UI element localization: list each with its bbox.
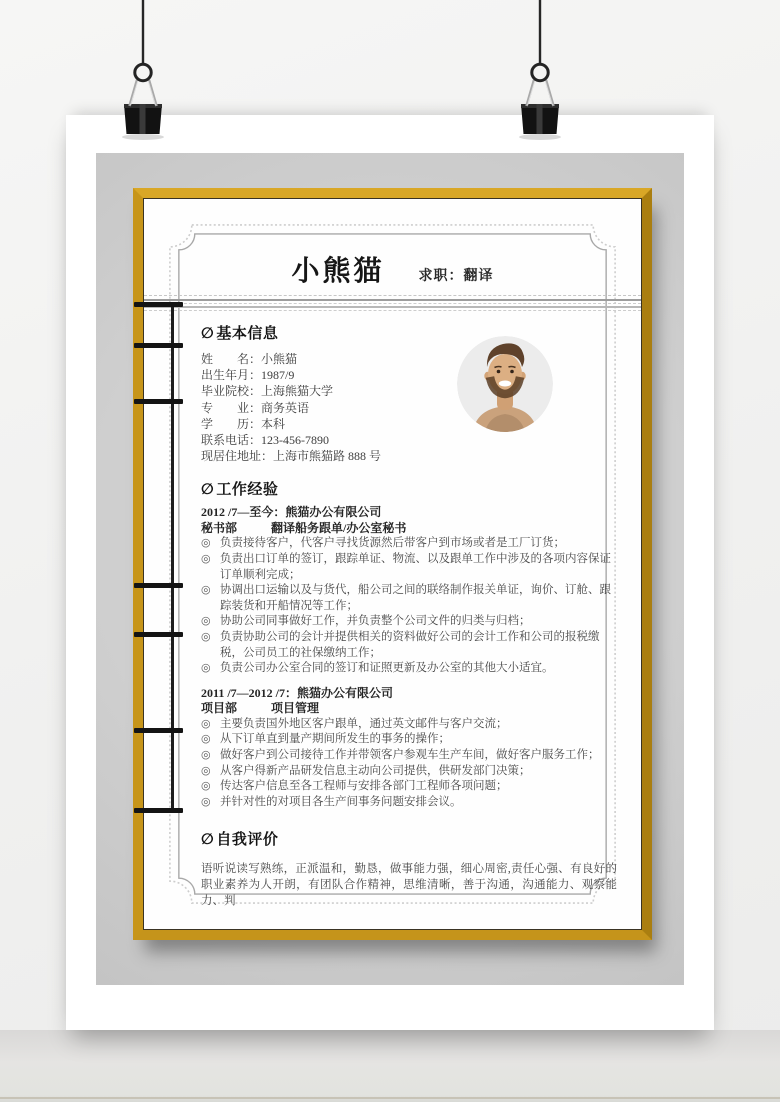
clip-wire-left	[130, 80, 138, 106]
duty-item	[201, 536, 617, 552]
duty-item	[201, 732, 617, 748]
job-objective	[419, 265, 494, 285]
job-role: 翻译船务跟单/办公室秘书	[271, 520, 407, 535]
field-label: 现居住地址：	[201, 449, 274, 464]
field-label: 学 历：	[201, 416, 262, 431]
job-department: 秘书部	[201, 520, 238, 535]
job-department: 项目部	[201, 701, 238, 716]
section-title-work-experience: ∅ 工作经验	[201, 481, 279, 499]
duty-item	[201, 779, 617, 795]
duty-text: 传达客户信息至各工程师与安排各部门工程师各项问题；	[220, 780, 508, 793]
floor	[0, 1030, 780, 1102]
header-divider	[144, 295, 641, 311]
field-label: 联系电话：	[201, 433, 262, 448]
resume-body	[201, 325, 617, 909]
duty-item	[201, 795, 617, 811]
section-marker-icon: ∅	[201, 481, 215, 499]
basic-info-fields	[201, 351, 617, 464]
duty-text: 协助公司同事做好工作，并负责整个公司文件的归类与归档；	[220, 615, 531, 628]
clip-handle-loop	[135, 64, 151, 80]
binding-thread	[171, 304, 174, 813]
info-field-row	[201, 383, 617, 399]
clip-shadow	[122, 134, 164, 140]
bullet-icon: ◎	[201, 780, 211, 793]
section-marker-icon: ∅	[201, 325, 215, 342]
job-entry	[201, 505, 617, 676]
duty-text: 协调出口运输以及与货代，船公司之间的联络制作报关单证，询价、订舱、跟踪装货和开船情况等工作；	[220, 584, 611, 612]
field-value: 商务英语	[261, 400, 310, 415]
job-role: 项目管理	[271, 701, 320, 716]
gold-frame	[133, 188, 652, 940]
duty-text: 负责公司办公室合同的签订和证照更新及办公室的其他大小适宜。	[220, 662, 554, 675]
field-value: 本科	[261, 416, 286, 431]
field-value: 123-456-7890	[261, 433, 330, 448]
binding-stitch	[134, 632, 183, 637]
field-label: 姓 名：	[201, 352, 262, 366]
duty-item	[201, 748, 617, 764]
candidate-name: 小熊猫	[291, 255, 385, 286]
duty-item	[201, 583, 617, 614]
bullet-icon: ◎	[201, 764, 211, 777]
resume-page	[143, 198, 642, 930]
info-field-row	[201, 400, 617, 416]
job-value: 翻译	[463, 267, 494, 283]
bullet-icon: ◎	[201, 795, 211, 808]
section-title-self-evaluation: ∅ 自我评价	[201, 831, 279, 849]
clip-handle-loop	[532, 64, 548, 80]
duty-item	[201, 552, 617, 583]
section-title-basic-info: ∅ 基本信息	[201, 325, 279, 342]
duty-text: 负责出口订单的签订，跟踪单证、物流、以及跟单工作中涉及的各项内容保证订单顺利完成；	[220, 553, 611, 581]
binding-stitch	[134, 728, 183, 733]
duty-text: 主要负责国外地区客户跟单，通过英文邮件与客户交流；	[220, 717, 508, 730]
job-label: 求职：	[418, 267, 464, 283]
duty-text: 做好客户到公司接待工作并带领客户参观车生产车间，做好客户服务工作；	[220, 748, 600, 761]
field-value: 小熊猫	[261, 352, 298, 366]
info-field-row	[201, 448, 617, 464]
binding-stitch	[134, 808, 183, 813]
job-entry	[201, 686, 617, 811]
self-evaluation-text: 语听说读写熟练，正派温和，勤恳，做事能力强，细心周密,责任心强、有良好的职业素养为人开朗，有团队合作精神，思维清晰，善于沟通，沟通能力、观察能力、判	[201, 863, 617, 908]
job-period: 2011 /7—2012 /7：熊猫办公有限公司	[201, 685, 394, 700]
job-department-line	[201, 521, 617, 537]
binder-clip-right	[508, 0, 572, 140]
bullet-icon: ◎	[201, 748, 211, 761]
frame-mat	[96, 153, 684, 985]
bullet-icon: ◎	[201, 630, 211, 643]
field-value: 1987/9	[261, 368, 295, 383]
info-field-row	[201, 367, 617, 383]
bullet-icon: ◎	[201, 662, 211, 675]
field-label: 专 业：	[201, 400, 262, 415]
resume-header	[144, 249, 641, 289]
duty-text: 从客户得新产品研发信息主动向公司提供，供研发部门决策；	[220, 764, 531, 777]
duty-text: 负责接待客户，代客户寻找货源然后带客户到市场或者是工厂订货；	[220, 537, 565, 550]
binding-stitch	[134, 302, 183, 307]
bullet-icon: ◎	[201, 717, 211, 730]
duty-text: 并针对性的对项目各生产间事务问题安排会议。	[220, 795, 462, 808]
field-label: 出生年月：	[201, 368, 262, 383]
info-field-row	[201, 351, 617, 367]
field-value: 上海熊猫大学	[261, 384, 334, 399]
job-duties-list	[201, 717, 617, 811]
duty-text: 从下订单直到量产期间所发生的事务的操作；	[220, 733, 450, 746]
duty-item	[201, 614, 617, 630]
binder-clip-left	[111, 0, 175, 140]
duty-item	[201, 764, 617, 780]
bullet-icon: ◎	[201, 584, 211, 597]
binding-stitch	[134, 583, 183, 588]
duty-text: 负责协助公司的会计并提供相关的资料做好公司的会计工作和公司的报税缴税，公司员工的社保缴纳工作；	[220, 630, 600, 659]
bullet-icon: ◎	[201, 553, 211, 566]
duty-item	[201, 661, 617, 677]
section-marker-icon: ∅	[201, 831, 215, 849]
info-field-row	[201, 416, 617, 432]
bullet-icon: ◎	[201, 615, 211, 628]
poster	[66, 115, 714, 1030]
bullet-icon: ◎	[201, 537, 211, 550]
job-duties-list	[201, 536, 617, 676]
binding-stitch	[134, 399, 183, 404]
clip-wire-right	[149, 80, 157, 106]
duty-item	[201, 630, 617, 661]
duty-item	[201, 717, 617, 733]
job-period: 2012 /7—至今：熊猫办公有限公司	[201, 505, 382, 520]
field-label: 毕业院校：	[201, 384, 262, 399]
bullet-icon: ◎	[201, 733, 211, 746]
info-field-row	[201, 432, 617, 448]
binding-stitch	[134, 343, 183, 348]
job-department-line	[201, 701, 617, 717]
field-value: 上海市熊猫路 888 号	[273, 449, 382, 464]
